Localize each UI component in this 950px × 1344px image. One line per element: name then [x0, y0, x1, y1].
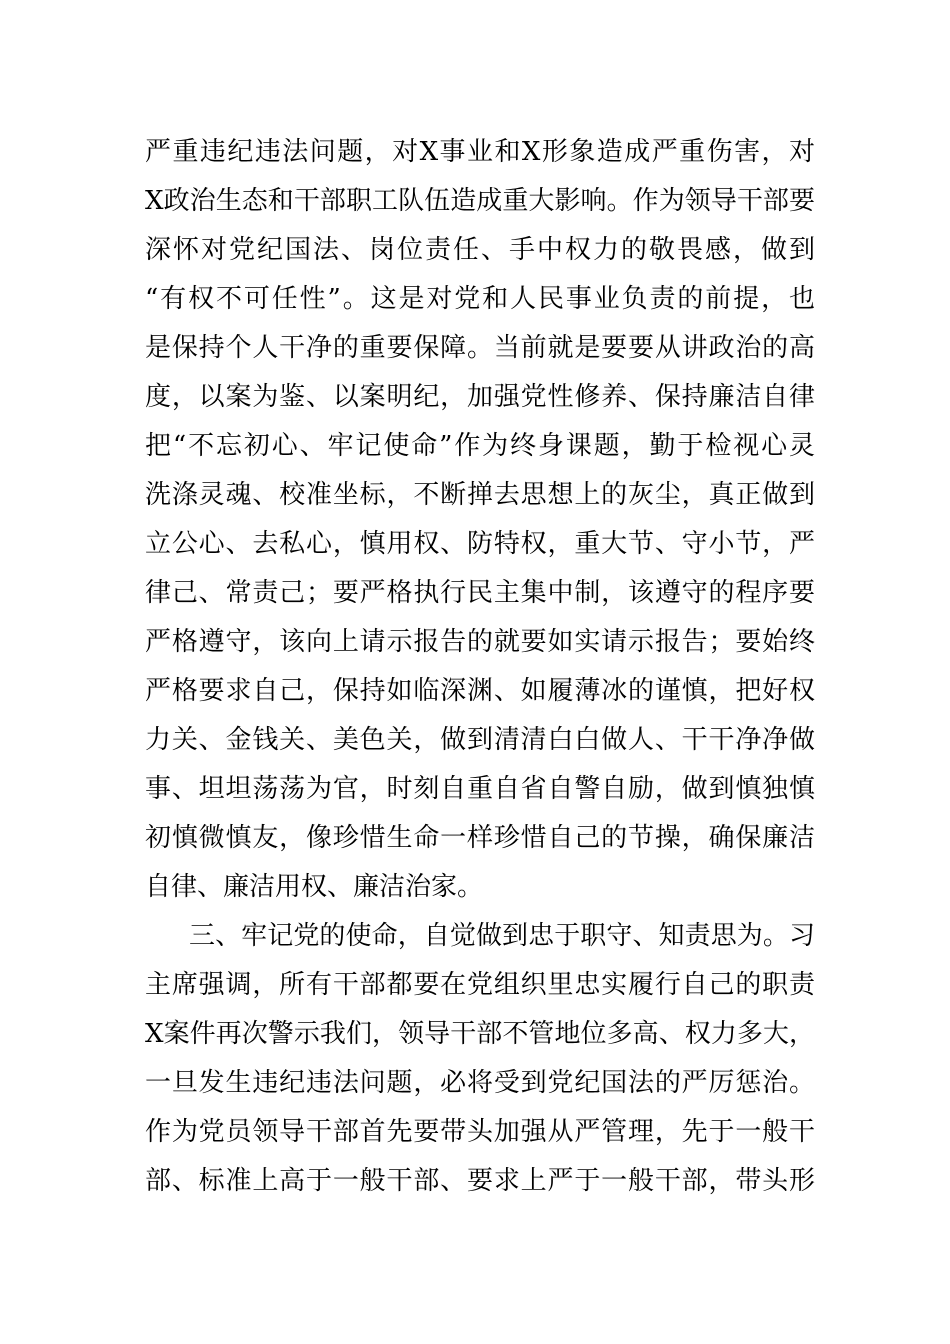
- text-line: 立公心、去私心，慎用权、防特权，重大节、守小节，严: [145, 529, 815, 559]
- text-line: 三、牢记党的使命，自觉做到忠于职守、知责思为。习: [189, 921, 815, 951]
- text-line: 事、坦坦荡荡为官，时刻自重自省自警自励，做到慎独慎: [145, 774, 815, 804]
- text-line: 严格遵守，该向上请示报告的就要如实请示报告；要始终: [145, 627, 815, 657]
- document-body: [145, 128, 815, 1206]
- text-line: 洗涤灵魂、校准坐标，不断掸去思想上的灰尘，真正做到: [145, 480, 815, 510]
- text-line: 严重违纪违法问题，对X事业和X形象造成严重伤害，对: [145, 137, 815, 167]
- text-line: 一旦发生违纪违法问题，必将受到党纪国法的严厉惩治。: [145, 1068, 815, 1098]
- text-line: 初慎微慎友，像珍惜生命一样珍惜自己的节操，确保廉洁: [145, 823, 815, 853]
- text-line: 度，以案为鉴、以案明纪，加强党性修养、保持廉洁自律: [145, 382, 815, 412]
- text-line: X政治生态和干部职工队伍造成重大影响。作为领导干部要: [145, 186, 815, 216]
- text-line: 把“不忘初心、牢记使命”作为终身课题，勤于检视心灵: [145, 431, 815, 461]
- text-line: 深怀对党纪国法、岗位责任、手中权力的敬畏感，做到: [145, 235, 815, 265]
- text-line: 是保持个人干净的重要保障。当前就是要要从讲政治的高: [145, 333, 815, 363]
- text-line: 作为党员领导干部首先要带头加强从严管理，先于一般干: [145, 1117, 815, 1147]
- paragraph-1: [145, 128, 815, 912]
- text-line: “有权不可任性”。这是对党和人民事业负责的前提，也: [145, 284, 815, 314]
- text-line: 自律、廉洁用权、廉洁治家。: [145, 872, 484, 902]
- text-line: 严格要求自己，保持如临深渊、如履薄冰的谨慎，把好权: [145, 676, 815, 706]
- text-line: 律己、常责己；要严格执行民主集中制，该遵守的程序要: [145, 578, 815, 608]
- text-line: 部、标准上高于一般干部、要求上严于一般干部，带头形: [145, 1166, 815, 1196]
- paragraph-2: [145, 912, 815, 1206]
- text-line: 主席强调，所有干部都要在党组织里忠实履行自己的职责: [145, 970, 815, 1000]
- text-line: 力关、金钱关、美色关，做到清清白白做人、干干净净做: [145, 725, 815, 755]
- text-line: X案件再次警示我们，领导干部不管地位多高、权力多大，: [145, 1019, 815, 1049]
